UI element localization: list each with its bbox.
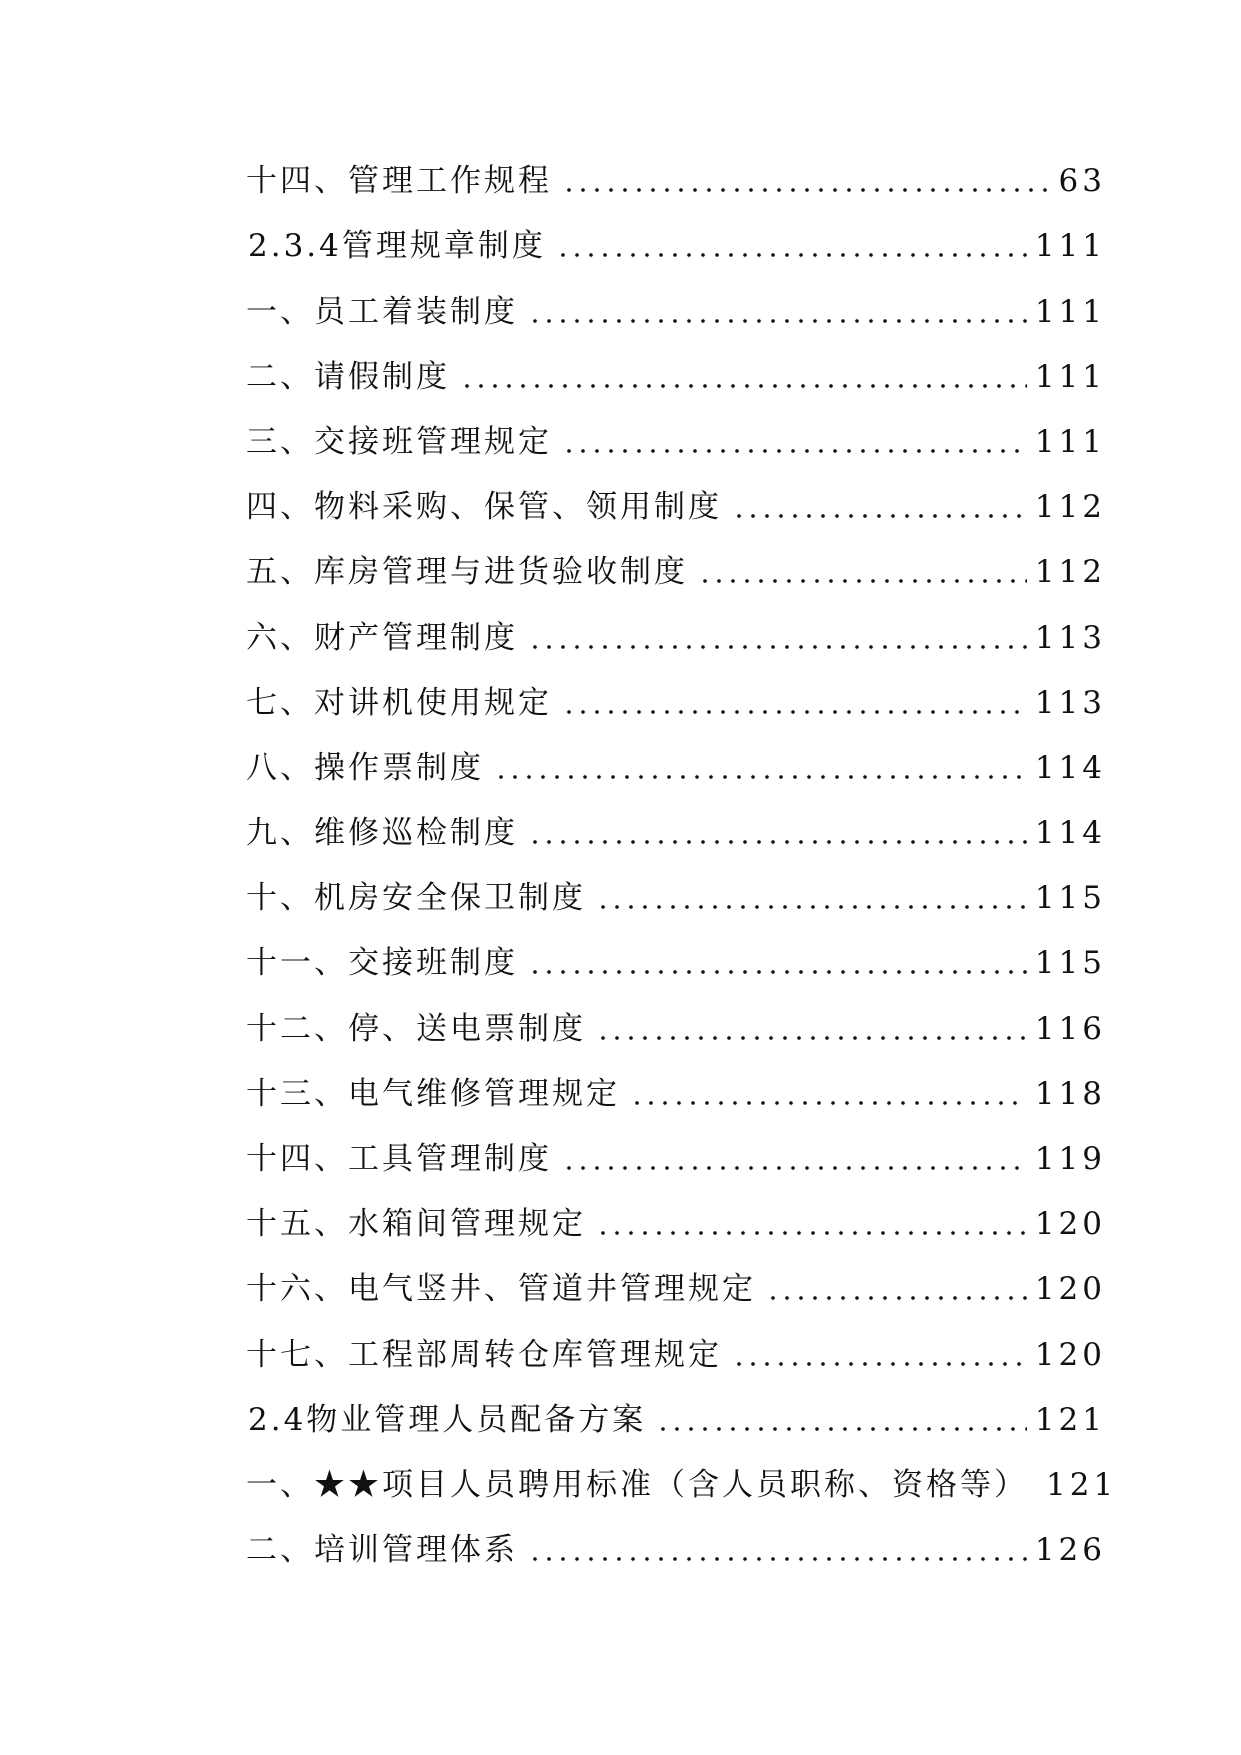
toc-dot-leader: [528, 1556, 1027, 1562]
toc-dot-leader: [528, 969, 1027, 975]
toc-dot-leader: [596, 904, 1027, 910]
toc-entry-title: 十五、水箱间管理规定: [246, 1206, 586, 1243]
toc-dot-leader: [460, 383, 1027, 389]
toc-entry[interactable]: [246, 1258, 1106, 1323]
toc-entry-page: 121: [1046, 1466, 1118, 1503]
toc-entry-page: 112: [1034, 489, 1106, 526]
toc-entry-title: 四、物料采购、保管、领用制度: [246, 489, 722, 526]
toc-entry-title: 十、机房安全保卫制度: [246, 880, 586, 917]
toc-entry-title: 三、交接班管理规定: [246, 423, 552, 460]
toc-entry[interactable]: [246, 802, 1106, 867]
toc-entry-title: 十三、电气维修管理规定: [246, 1075, 620, 1112]
toc-dot-leader: [698, 578, 1027, 584]
toc-dot-leader: [562, 1165, 1027, 1171]
toc-entry[interactable]: [246, 346, 1106, 411]
toc-entry-page: 116: [1034, 1010, 1106, 1047]
toc-entry-page: 114: [1034, 815, 1106, 852]
toc-entry-title: 六、财产管理制度: [246, 619, 518, 656]
toc-entry-title: 十七、工程部周转仓库管理规定: [246, 1336, 722, 1373]
toc-dot-leader: [732, 1361, 1027, 1367]
toc-entry[interactable]: [246, 1454, 1118, 1519]
toc-dot-leader: [562, 187, 1051, 193]
toc-entry[interactable]: [246, 215, 1106, 280]
toc-entry[interactable]: [246, 867, 1106, 932]
toc-entry-page: 119: [1034, 1141, 1106, 1177]
toc-dot-leader: [528, 644, 1027, 650]
toc-entry-title: 十四、工具管理制度: [246, 1141, 552, 1177]
toc-entry-title: 八、操作票制度: [246, 749, 484, 786]
toc-entry-page: 111: [1034, 423, 1106, 460]
toc-entry[interactable]: [246, 280, 1106, 345]
toc-entry[interactable]: [246, 737, 1106, 802]
toc-entry-page: 113: [1034, 619, 1106, 656]
toc-entry-page: 115: [1034, 880, 1106, 917]
toc-entry[interactable]: [246, 1519, 1106, 1584]
toc-entry-page: 63: [1058, 163, 1106, 200]
toc-entry[interactable]: [246, 541, 1106, 606]
toc-entry-page: 121: [1034, 1401, 1106, 1438]
toc-entry[interactable]: [246, 997, 1106, 1062]
toc-entry-title: 2.4物业管理人员配备方案: [248, 1401, 647, 1438]
toc-entry[interactable]: [246, 932, 1106, 997]
toc-entry[interactable]: [246, 476, 1106, 541]
toc-entry-page: 120: [1034, 1336, 1106, 1373]
toc-entry[interactable]: [246, 1323, 1106, 1388]
toc-entry-page: 120: [1034, 1271, 1106, 1308]
toc-dot-leader: [732, 513, 1027, 519]
toc-entry-page: 111: [1034, 228, 1106, 265]
toc-entry-title: 十四、管理工作规程: [246, 163, 552, 200]
toc-entry-page: 113: [1034, 684, 1106, 721]
toc-entry-title: 五、库房管理与进货验收制度: [246, 554, 688, 591]
toc-entry-page: 114: [1034, 749, 1106, 786]
toc-entry-title: 2.3.4管理规章制度: [248, 228, 546, 265]
toc-entry-page: 112: [1034, 554, 1106, 591]
toc-dot-leader: [562, 709, 1027, 715]
toc-entry[interactable]: [246, 150, 1106, 215]
toc-dot-leader: [596, 1035, 1027, 1041]
toc-entry-title: 九、维修巡检制度: [246, 815, 518, 852]
toc-entry-title: 十一、交接班制度: [246, 945, 518, 982]
toc-entry-title: 十六、电气竖井、管道井管理规定: [246, 1271, 756, 1308]
toc-entry-title: 二、请假制度: [246, 358, 450, 395]
toc-entry-page: 115: [1034, 945, 1106, 982]
toc-dot-leader: [630, 1100, 1027, 1106]
toc-entry[interactable]: [246, 1063, 1106, 1128]
toc-entry-page: 120: [1034, 1206, 1106, 1243]
toc-entry-title: 十二、停、送电票制度: [246, 1010, 586, 1047]
toc-entry-title: 七、对讲机使用规定: [246, 684, 552, 721]
toc-entry-page: 111: [1034, 358, 1106, 395]
toc-dot-leader: [562, 448, 1027, 454]
toc-entry[interactable]: [246, 1128, 1106, 1193]
toc-dot-leader: [494, 774, 1027, 780]
toc-entry-title: 一、★★项目人员聘用标准（含人员职称、资格等）: [246, 1466, 1028, 1503]
toc-entry[interactable]: [246, 1389, 1106, 1454]
toc-dot-leader: [766, 1295, 1027, 1301]
toc-dot-leader: [656, 1426, 1027, 1432]
toc-entry-page: 111: [1034, 293, 1106, 330]
toc-entry-page: 126: [1034, 1532, 1106, 1569]
toc-dot-leader: [528, 839, 1027, 845]
table-of-contents: [246, 150, 1118, 1584]
toc-dot-leader: [528, 318, 1027, 324]
toc-entry[interactable]: [246, 606, 1106, 671]
toc-dot-leader: [596, 1230, 1027, 1236]
toc-entry-page: 118: [1034, 1075, 1106, 1112]
toc-entry[interactable]: [246, 411, 1106, 476]
toc-entry[interactable]: [246, 1193, 1106, 1258]
toc-entry-title: 一、员工着装制度: [246, 293, 518, 330]
toc-entry[interactable]: [246, 672, 1106, 737]
toc-dot-leader: [556, 252, 1027, 258]
toc-entry-title: 二、培训管理体系: [246, 1532, 518, 1569]
